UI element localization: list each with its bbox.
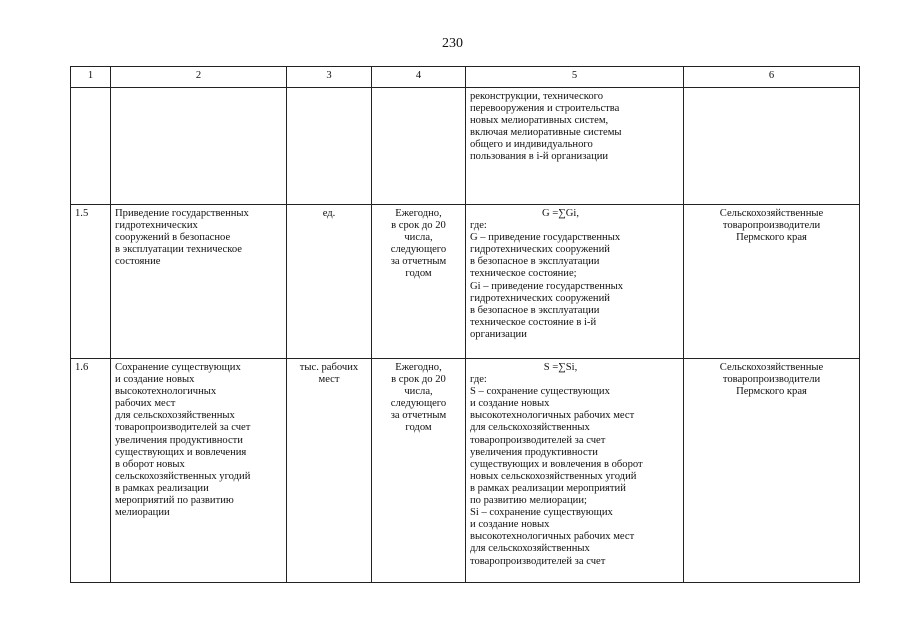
period-line: следующего <box>390 244 447 256</box>
cell-method <box>466 205 684 359</box>
period-line: годом <box>405 268 432 280</box>
method-line: товаропроизводителей за счет <box>470 555 606 567</box>
method-line: перевооружения и строительства <box>470 103 620 115</box>
method-line: организации <box>470 328 527 340</box>
header-cell-2: 2 <box>111 67 287 88</box>
executor-line: Сельскохозяйственные <box>719 362 824 373</box>
executor-line: Пермского края <box>736 386 807 398</box>
indicators-table <box>70 66 860 583</box>
method-line: S – сохранение существующих <box>470 386 610 398</box>
method-line: товаропроизводителей за счет <box>470 434 606 446</box>
cell-period <box>372 359 466 583</box>
header-cell-6: 6 <box>684 67 860 88</box>
cell-name <box>111 205 287 359</box>
name-line: мелиорации <box>115 507 170 519</box>
period-line: в срок до 20 <box>391 374 446 386</box>
name-line: рабочих мест <box>115 398 176 410</box>
name-line: и создание новых <box>115 374 195 386</box>
name-line: Сохранение существующих <box>115 362 241 373</box>
name-line: состояние <box>115 256 161 268</box>
name-line: для сельскохозяйственных <box>115 410 235 422</box>
cell-unit <box>287 205 372 359</box>
method-line: увеличения продуктивности <box>470 446 598 458</box>
cell-unit <box>287 359 372 583</box>
executor-line: Пермского края <box>736 232 807 244</box>
cell-period <box>372 205 466 359</box>
method-line: для сельскохозяйственных <box>470 543 590 555</box>
header-cell-3: 3 <box>287 67 372 88</box>
name-line: мероприятий по развитию <box>115 495 234 507</box>
cell-num: 1.5 <box>71 205 111 359</box>
period-line: Ежегодно, <box>395 362 442 373</box>
cell-method <box>466 88 684 205</box>
method-line: и создание новых <box>470 519 550 531</box>
method-line: где: <box>470 374 487 386</box>
cell-period <box>372 88 466 205</box>
method-line: в безопасное в эксплуатации <box>470 256 600 268</box>
header-cell-1: 1 <box>71 67 111 88</box>
method-line: гидротехнических сооружений <box>470 292 610 304</box>
table-row-1-5 <box>71 205 860 359</box>
method-line: по развитию мелиорации; <box>470 495 587 507</box>
cell-executor <box>684 359 860 583</box>
method-line: техническое состояние; <box>470 268 577 280</box>
method-line: техническое состояние в i-й <box>470 316 597 328</box>
name-line: высокотехнологичных <box>115 386 217 398</box>
name-line: увеличения продуктивности <box>115 434 243 446</box>
method-line: пользования в i-й организации <box>470 151 609 163</box>
table-row-1-6 <box>71 359 860 583</box>
method-line: высокотехнологичных рабочих мест <box>470 410 635 422</box>
method-line: гидротехнических сооружений <box>470 244 610 256</box>
page-number: 230 <box>442 36 463 51</box>
name-line: в оборот новых <box>115 458 185 470</box>
method-line: существующих и вовлечения в оборот <box>470 458 643 470</box>
period-line: за отчетным <box>390 256 447 268</box>
name-line: в рамках реализации <box>115 482 209 494</box>
method-line: в рамках реализации мероприятий <box>470 482 626 494</box>
method-line: в безопасное в эксплуатации <box>470 304 600 316</box>
method-line: общего и индивидуального <box>470 139 593 151</box>
name-line: в эксплуатации техническое <box>115 244 243 256</box>
formula: S =∑Si, <box>543 362 578 373</box>
method-line: включая мелиоративные системы <box>470 127 622 139</box>
cell-executor <box>684 88 860 205</box>
method-line: Si – сохранение существующих <box>470 507 613 519</box>
period-line: годом <box>405 422 432 434</box>
method-line: и создание новых <box>470 398 550 410</box>
period-line: числа, <box>404 386 433 398</box>
table-row-continuation <box>71 88 860 205</box>
executor-line: товаропроизводители <box>722 220 821 232</box>
formula: G =∑Gi, <box>541 208 580 219</box>
period-line: следующего <box>390 398 447 410</box>
cell-name <box>111 88 287 205</box>
method-line: где: <box>470 220 487 232</box>
executor-line: товаропроизводители <box>722 374 821 386</box>
name-line: гидротехнических <box>115 220 198 232</box>
method-line: для сельскохозяйственных <box>470 422 590 434</box>
cell-name <box>111 359 287 583</box>
unit-line: тыс. рабочих <box>299 362 359 373</box>
method-line: высокотехнологичных рабочих мест <box>470 531 635 543</box>
cell-num <box>71 88 111 205</box>
header-cell-5: 5 <box>466 67 684 88</box>
period-line: Ежегодно, <box>395 208 442 219</box>
cell-unit <box>287 88 372 205</box>
name-line: сооружений в безопасное <box>115 232 231 244</box>
method-line: G – приведение государственных <box>470 232 621 244</box>
period-line: в срок до 20 <box>391 220 446 232</box>
name-line: Приведение государственных <box>115 208 249 219</box>
period-line: числа, <box>404 232 433 244</box>
executor-line: Сельскохозяйственные <box>719 208 824 219</box>
method-line: реконструкции, технического <box>470 91 604 102</box>
method-line: Gi – приведение государственных <box>470 280 624 292</box>
period-line: за отчетным <box>390 410 447 422</box>
method-line: новых мелиоративных систем, <box>470 115 609 127</box>
cell-executor <box>684 205 860 359</box>
header-cell-4: 4 <box>372 67 466 88</box>
unit-line: мест <box>318 374 340 386</box>
header-row <box>71 67 860 88</box>
cell-method <box>466 359 684 583</box>
name-line: товаропроизводителей за счет <box>115 422 251 434</box>
method-line: новых сельскохозяйственных угодий <box>470 470 637 482</box>
name-line: сельскохозяйственных угодий <box>115 470 251 482</box>
unit-line: ед. <box>322 208 336 219</box>
cell-num: 1.6 <box>71 359 111 583</box>
name-line: существующих и вовлечения <box>115 446 247 458</box>
